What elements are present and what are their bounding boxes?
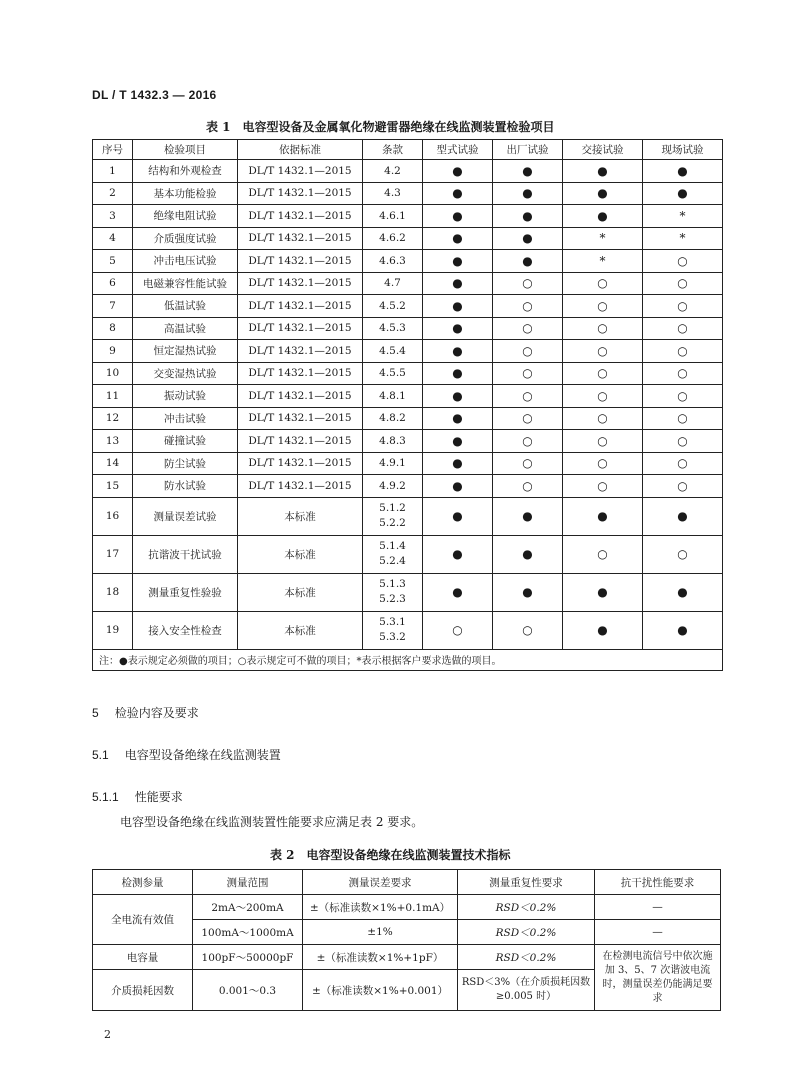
table-row	[93, 250, 723, 273]
type-test-mark: ●	[423, 497, 493, 535]
handover-test-mark: ○	[563, 475, 643, 498]
row-number-cell: 5	[93, 250, 133, 273]
factory-test-mark: ●	[493, 182, 563, 205]
col-header-type-test: 型式试验	[423, 140, 493, 160]
col-header-handover-test: 交接试验	[563, 140, 643, 160]
field-test-mark: *	[643, 205, 723, 228]
type-test-mark: ●	[423, 295, 493, 318]
range-cell: 0.001～0.3	[193, 970, 303, 1011]
section-title: 性能要求	[134, 790, 183, 804]
factory-test-mark: ○	[493, 430, 563, 453]
field-test-mark: ○	[643, 452, 723, 475]
table-row	[93, 573, 723, 611]
table-row	[93, 475, 723, 498]
factory-test-mark: ●	[493, 205, 563, 228]
row-number-cell: 6	[93, 272, 133, 295]
item-cell: 冲击试验	[133, 407, 238, 430]
type-test-mark: ●	[423, 385, 493, 408]
field-test-mark: ○	[643, 430, 723, 453]
clause-cell: 4.6.3	[363, 250, 423, 273]
table2-header-row	[93, 870, 721, 895]
interference-cell: 在检测电流信号中依次施加 3、5、7 次谐波电流时，测量误差仍能满足要求	[595, 945, 721, 1011]
standard-cell: 本标准	[238, 535, 363, 573]
table1-header-row	[93, 140, 723, 160]
item-cell: 介质强度试验	[133, 227, 238, 250]
clause-cell: 4.2	[363, 160, 423, 183]
clause-line: 5.3.1	[379, 616, 406, 628]
type-test-mark: ●	[423, 250, 493, 273]
col-header-clause: 条款	[363, 140, 423, 160]
type-test-mark: ●	[423, 452, 493, 475]
item-cell: 振动试验	[133, 385, 238, 408]
handover-test-mark: ●	[563, 205, 643, 228]
factory-test-mark: ○	[493, 295, 563, 318]
standard-cell: 本标准	[238, 573, 363, 611]
table-note: 注：●表示规定必须做的项目；○表示规定可不做的项目；*表示根据客户要求选做的项目。	[93, 649, 723, 670]
item-cell: 绝缘电阻试验	[133, 205, 238, 228]
item-cell: 测量重复性验验	[133, 573, 238, 611]
row-number-cell: 12	[93, 407, 133, 430]
col-header-param: 检测参量	[93, 870, 193, 895]
range-cell: 100pF～50000pF	[193, 945, 303, 970]
item-cell: 交变湿热试验	[133, 362, 238, 385]
item-cell: 防水试验	[133, 475, 238, 498]
col-header-repeatability: 测量重复性要求	[458, 870, 595, 895]
col-header-factory-test: 出厂试验	[493, 140, 563, 160]
factory-test-mark: ●	[493, 160, 563, 183]
handover-test-mark: *	[563, 250, 643, 273]
item-cell: 接入安全性检查	[133, 611, 238, 649]
factory-test-mark: ○	[493, 407, 563, 430]
type-test-mark: ●	[423, 573, 493, 611]
repeat-cell: RSD＜0.2%	[458, 920, 595, 945]
table-row	[93, 160, 723, 183]
handover-test-mark: ●	[563, 611, 643, 649]
field-test-mark: *	[643, 227, 723, 250]
error-cell: ±（标准读数×1%+0.1mA）	[303, 895, 458, 920]
type-test-mark: ●	[423, 205, 493, 228]
standard-cell: DL/T 1432.1—2015	[238, 430, 363, 453]
error-cell: ±1%	[303, 920, 458, 945]
range-cell: 100mA～1000mA	[193, 920, 303, 945]
table-row	[93, 272, 723, 295]
table-row	[93, 340, 723, 363]
type-test-mark: ●	[423, 475, 493, 498]
row-number-cell: 7	[93, 295, 133, 318]
row-number-cell: 9	[93, 340, 133, 363]
col-header-interference: 抗干扰性能要求	[595, 870, 721, 895]
table-row	[93, 317, 723, 340]
clause-cell: 4.6.1	[363, 205, 423, 228]
type-test-mark: ●	[423, 182, 493, 205]
standard-cell: DL/T 1432.1—2015	[238, 227, 363, 250]
item-cell: 高温试验	[133, 317, 238, 340]
row-number-cell: 10	[93, 362, 133, 385]
factory-test-mark: ○	[493, 317, 563, 340]
item-cell: 抗谐波干扰试验	[133, 535, 238, 573]
field-test-mark: ○	[643, 407, 723, 430]
handover-test-mark: ○	[563, 452, 643, 475]
table-row	[93, 385, 723, 408]
table-row	[93, 452, 723, 475]
field-test-mark: ●	[643, 160, 723, 183]
standard-cell: DL/T 1432.1—2015	[238, 407, 363, 430]
factory-test-mark: ○	[493, 452, 563, 475]
handover-test-mark: ●	[563, 182, 643, 205]
field-test-mark: ●	[643, 497, 723, 535]
error-cell: ±（标准读数×1%+0.001）	[303, 970, 458, 1011]
row-number-cell: 15	[93, 475, 133, 498]
standard-cell: DL/T 1432.1—2015	[238, 317, 363, 340]
interference-cell: —	[595, 920, 721, 945]
col-header-field-test: 现场试验	[643, 140, 723, 160]
clause-cell	[363, 611, 423, 649]
type-test-mark: ●	[423, 227, 493, 250]
item-cell: 基本功能检验	[133, 182, 238, 205]
table1-caption: 表 1 电容型设备及金属氧化物避雷器绝缘在线监测装置检验项目	[206, 120, 555, 134]
field-test-mark: ○	[643, 250, 723, 273]
handover-test-mark: ○	[563, 430, 643, 453]
row-number-cell: 19	[93, 611, 133, 649]
handover-test-mark: ○	[563, 317, 643, 340]
factory-test-mark: ○	[493, 385, 563, 408]
table-row	[93, 295, 723, 318]
param-cell: 全电流有效值	[93, 895, 193, 945]
table-row	[93, 227, 723, 250]
section-number: 5.1.1	[92, 790, 119, 804]
interference-cell: —	[595, 895, 721, 920]
table-row	[93, 205, 723, 228]
clause-cell: 4.7	[363, 272, 423, 295]
type-test-mark: ●	[423, 340, 493, 363]
page-number: 2	[104, 1028, 111, 1041]
clause-line: 5.1.2	[379, 502, 406, 514]
factory-test-mark: ●	[493, 573, 563, 611]
type-test-mark: ○	[423, 611, 493, 649]
table-row	[93, 430, 723, 453]
clause-cell: 4.5.3	[363, 317, 423, 340]
field-test-mark: ○	[643, 362, 723, 385]
row-number-cell: 3	[93, 205, 133, 228]
clause-cell: 4.3	[363, 182, 423, 205]
handover-test-mark: ○	[563, 295, 643, 318]
table2-caption: 表 2 电容型设备绝缘在线监测装置技术指标	[270, 848, 511, 862]
standard-cell: DL/T 1432.1—2015	[238, 340, 363, 363]
error-cell: ±（标准读数×1%+1pF）	[303, 945, 458, 970]
section-title: 检验内容及要求	[114, 706, 199, 720]
handover-test-mark: ●	[563, 160, 643, 183]
handover-test-mark: ○	[563, 535, 643, 573]
type-test-mark: ●	[423, 362, 493, 385]
clause-cell: 4.9.2	[363, 475, 423, 498]
item-cell: 低温试验	[133, 295, 238, 318]
row-number-cell: 18	[93, 573, 133, 611]
standard-cell: DL/T 1432.1—2015	[238, 295, 363, 318]
clause-cell: 4.8.2	[363, 407, 423, 430]
repeat-cell: RSD＜3%（在介质损耗因数≥0.005 时）	[458, 970, 595, 1011]
factory-test-mark: ○	[493, 340, 563, 363]
type-test-mark: ●	[423, 317, 493, 340]
item-cell: 碰撞试验	[133, 430, 238, 453]
type-test-mark: ●	[423, 407, 493, 430]
standard-cell: DL/T 1432.1—2015	[238, 475, 363, 498]
field-test-mark: ○	[643, 272, 723, 295]
item-cell: 电磁兼容性能试验	[133, 272, 238, 295]
field-test-mark: ●	[643, 573, 723, 611]
section-title: 电容型设备绝缘在线监测装置	[124, 748, 281, 762]
standard-cell: DL/T 1432.1—2015	[238, 182, 363, 205]
table-row	[93, 895, 721, 920]
item-cell: 结构和外观检查	[133, 160, 238, 183]
row-number-cell: 17	[93, 535, 133, 573]
standard-cell: 本标准	[238, 611, 363, 649]
handover-test-mark: ○	[563, 407, 643, 430]
table-note-row	[93, 649, 723, 670]
table-row	[93, 407, 723, 430]
row-number-cell: 13	[93, 430, 133, 453]
param-cell: 电容量	[93, 945, 193, 970]
clause-cell: 4.5.5	[363, 362, 423, 385]
item-cell: 防尘试验	[133, 452, 238, 475]
clause-cell: 4.5.4	[363, 340, 423, 363]
table-row	[93, 182, 723, 205]
factory-test-mark: ○	[493, 272, 563, 295]
standard-cell: DL/T 1432.1—2015	[238, 205, 363, 228]
clause-line: 5.1.3	[379, 578, 406, 590]
clause-cell: 4.5.2	[363, 295, 423, 318]
handover-test-mark: ○	[563, 362, 643, 385]
row-number-cell: 4	[93, 227, 133, 250]
field-test-mark: ○	[643, 340, 723, 363]
item-cell: 测量误差试验	[133, 497, 238, 535]
type-test-mark: ●	[423, 272, 493, 295]
row-number-cell: 2	[93, 182, 133, 205]
clause-cell: 4.8.3	[363, 430, 423, 453]
range-cell: 2mA～200mA	[193, 895, 303, 920]
param-cell: 介质损耗因数	[93, 970, 193, 1011]
standard-cell: DL/T 1432.1—2015	[238, 385, 363, 408]
repeat-cell: RSD＜0.2%	[458, 895, 595, 920]
field-test-mark: ○	[643, 385, 723, 408]
col-header-no: 序号	[93, 140, 133, 160]
handover-test-mark: ○	[563, 272, 643, 295]
clause-line: 5.2.3	[379, 593, 406, 605]
clause-cell: 4.6.2	[363, 227, 423, 250]
field-test-mark: ○	[643, 475, 723, 498]
field-test-mark: ●	[643, 611, 723, 649]
col-header-standard: 依据标准	[238, 140, 363, 160]
standard-cell: 本标准	[238, 497, 363, 535]
standard-cell: DL/T 1432.1—2015	[238, 272, 363, 295]
handover-test-mark: *	[563, 227, 643, 250]
body-paragraph: 电容型设备绝缘在线监测装置性能要求应满足表 2 要求。	[120, 815, 424, 829]
field-test-mark: ○	[643, 295, 723, 318]
row-number-cell: 11	[93, 385, 133, 408]
clause-line: 5.3.2	[379, 631, 406, 643]
item-cell: 恒定湿热试验	[133, 340, 238, 363]
factory-test-mark: ●	[493, 497, 563, 535]
standard-cell: DL/T 1432.1—2015	[238, 362, 363, 385]
factory-test-mark: ○	[493, 611, 563, 649]
factory-test-mark: ●	[493, 250, 563, 273]
standard-header: DL / T 1432.3 — 2016	[92, 88, 217, 102]
col-header-error: 测量误差要求	[303, 870, 458, 895]
row-number-cell: 14	[93, 452, 133, 475]
handover-test-mark: ○	[563, 340, 643, 363]
table-row	[93, 497, 723, 535]
standard-cell: DL/T 1432.1—2015	[238, 250, 363, 273]
row-number-cell: 16	[93, 497, 133, 535]
row-number-cell: 1	[93, 160, 133, 183]
table-row	[93, 611, 723, 649]
row-number-cell: 8	[93, 317, 133, 340]
factory-test-mark: ●	[493, 535, 563, 573]
repeat-cell: RSD＜0.2%	[458, 945, 595, 970]
handover-test-mark: ●	[563, 573, 643, 611]
section-number: 5.1	[92, 748, 109, 762]
clause-cell	[363, 497, 423, 535]
field-test-mark: ○	[643, 317, 723, 340]
clause-cell: 4.8.1	[363, 385, 423, 408]
handover-test-mark: ●	[563, 497, 643, 535]
factory-test-mark: ○	[493, 475, 563, 498]
section-number: 5	[92, 706, 99, 720]
handover-test-mark: ○	[563, 385, 643, 408]
type-test-mark: ●	[423, 160, 493, 183]
clause-cell	[363, 535, 423, 573]
clause-line: 5.2.4	[379, 555, 406, 567]
clause-line: 5.2.2	[379, 517, 406, 529]
clause-cell	[363, 573, 423, 611]
item-cell: 冲击电压试验	[133, 250, 238, 273]
type-test-mark: ●	[423, 535, 493, 573]
standard-cell: DL/T 1432.1—2015	[238, 452, 363, 475]
col-header-range: 测量范围	[193, 870, 303, 895]
field-test-mark: ○	[643, 535, 723, 573]
table-row	[93, 945, 721, 970]
inspection-items-table	[92, 139, 723, 671]
clause-cell: 4.9.1	[363, 452, 423, 475]
section-5-1-1-heading	[92, 788, 183, 805]
technical-indicators-table	[92, 869, 721, 1011]
section-5-1-heading	[92, 746, 281, 763]
table-row	[93, 535, 723, 573]
standard-cell: DL/T 1432.1—2015	[238, 160, 363, 183]
table-row	[93, 362, 723, 385]
clause-line: 5.1.4	[379, 540, 406, 552]
section-5-heading	[92, 704, 199, 721]
factory-test-mark: ●	[493, 227, 563, 250]
factory-test-mark: ○	[493, 362, 563, 385]
type-test-mark: ●	[423, 430, 493, 453]
field-test-mark: ●	[643, 182, 723, 205]
col-header-item: 检验项目	[133, 140, 238, 160]
